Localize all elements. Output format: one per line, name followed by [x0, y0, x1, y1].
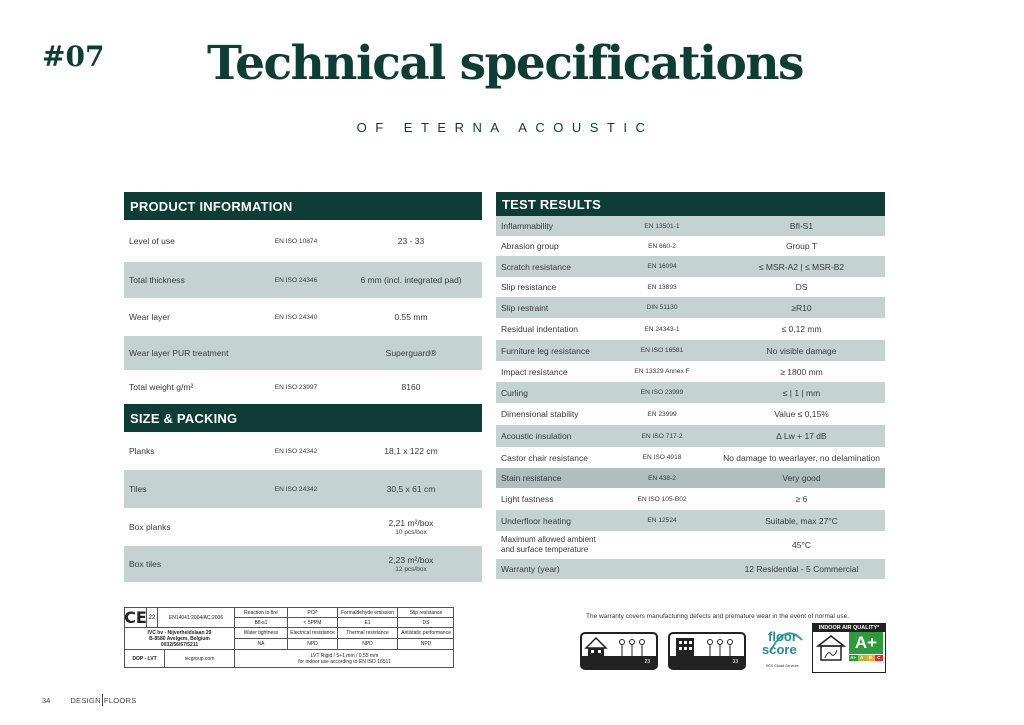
spec-label: Impact resistance [501, 366, 568, 377]
spec-value: ≤ MSR-A2 | ≤ MSR-B2 [758, 261, 845, 272]
spec-label: Furniture leg resistance [501, 345, 590, 356]
spec-label: Maximum allowed ambient and surface temperature [501, 535, 596, 554]
table-row [496, 425, 885, 447]
cert-value: Bfl-s1 [235, 618, 288, 628]
cert-value: < 5PPM [288, 618, 338, 628]
spec-label: Level of use [129, 236, 175, 246]
brand-left: DESIGN [70, 695, 101, 705]
table-row [496, 559, 885, 579]
page-footer [42, 694, 137, 706]
cert-value: DS [398, 618, 454, 628]
spec-value-sub: 10 pcs/box [395, 529, 427, 536]
spec-value: Group T [785, 241, 818, 251]
spec-label: Total weight g/m² [129, 382, 194, 392]
building-people-icon [670, 634, 744, 658]
spec-standard: EN 16094 [647, 263, 677, 270]
spec-label: Underfloor heating [501, 515, 571, 526]
cert-value: NPD [338, 639, 398, 650]
table-row [496, 382, 885, 403]
table-row [496, 297, 885, 318]
spec-value: 0.55 mm [394, 312, 428, 322]
spec-standard: EN ISO 23999 [640, 389, 684, 396]
page-number: 34 [42, 695, 51, 705]
spec-label: Inflammability [501, 221, 553, 231]
table-row [124, 508, 482, 546]
cert-product: LVT Rigid / 5+1 mm / 0.55 mm for indoor use according to EN ISO 16511 [298, 653, 391, 665]
spec-label: Wear layer PUR treatment [129, 348, 229, 358]
table-row [496, 447, 885, 468]
spec-label: Box tiles [129, 559, 162, 569]
spec-value: 30,5 x 61 cm [386, 484, 436, 494]
spec-value: Bfl-S1 [789, 221, 814, 231]
table-row [496, 531, 885, 559]
table-row [496, 216, 885, 236]
spec-label: Abrasion group [501, 241, 559, 251]
spec-label: Light fastness [501, 494, 554, 504]
spec-standard: EN 13329 Annex F [634, 368, 690, 375]
iaq-scale-item: A [858, 655, 867, 661]
cert-standard: EN14041:2004/AC:2006 [158, 608, 235, 628]
left-spec-panel [124, 192, 482, 582]
indoor-air-quality-label [812, 623, 886, 673]
table-row [496, 510, 885, 531]
spec-label: Stain resistance [501, 473, 562, 483]
spec-label: Warranty (year) [501, 564, 560, 574]
spec-label: Planks [129, 446, 155, 456]
iaq-rating: A+ [849, 632, 883, 654]
iaq-scale-item: A+ [850, 655, 857, 660]
spec-value: Value ≤ 0,15% [774, 409, 829, 419]
spec-standard: EN ISO 23997 [274, 383, 318, 391]
cert-header: PCP [288, 608, 338, 618]
table-row [496, 488, 885, 510]
table-row [124, 370, 482, 404]
spec-standard: EN ISO 24346 [274, 276, 318, 284]
table-row [496, 468, 885, 488]
floorscore-top: floor [768, 629, 797, 644]
spec-standard: EN 13501-1 [644, 222, 680, 230]
cert-value: E1 [338, 618, 398, 628]
spec-value: ≥ 6 [795, 494, 808, 504]
spec-value: ≥R10 [791, 302, 812, 313]
spec-standard: EN 23999 [647, 410, 677, 418]
product-information-heading: PRODUCT INFORMATION [124, 192, 482, 220]
ce-certification-label [124, 607, 454, 668]
spec-label: Scratch resistance [501, 261, 571, 272]
test-results-panel [496, 192, 885, 579]
spec-value: 45°C [792, 540, 811, 550]
cert-year: 22 [147, 608, 158, 628]
spec-value [340, 555, 482, 573]
spec-value: 23 - 33 [397, 236, 425, 246]
spec-standard: EN 13893 [647, 283, 677, 291]
spec-standard: EN ISO 105-B02 [637, 495, 687, 503]
spec-value: ∆ Lw + 17 dB [776, 431, 827, 441]
spec-value: Very good [782, 473, 821, 483]
cert-header: Electrical resistance [288, 628, 338, 639]
table-row [124, 470, 482, 508]
spec-label: Residual indentation [501, 324, 579, 334]
spec-label: Slip resistance [501, 282, 557, 292]
table-row [496, 256, 885, 277]
iaq-title: INDOOR AIR QUALITY* [813, 624, 885, 632]
iaq-scale [849, 655, 883, 661]
cert-website: ivcgroup.com [165, 650, 235, 668]
spec-standard: EN 24343-1 [644, 325, 680, 333]
residential-use-class-icon [580, 632, 658, 670]
spec-standard: EN ISO 16581 [640, 347, 684, 354]
cert-value: NA [235, 639, 288, 650]
table-row [496, 236, 885, 256]
spec-value [340, 518, 482, 536]
spec-label: Tiles [129, 484, 147, 494]
cert-address: IVC bv - Nijverheidslaan 29 B-8580 Avelgem, Belgium 0032/56/67/5211 [125, 628, 235, 650]
test-results-heading: TEST RESULTS [496, 192, 885, 216]
table-row [124, 336, 482, 370]
table-row [496, 277, 885, 297]
spec-standard: EN 438-2 [648, 474, 676, 482]
table-row [124, 546, 482, 582]
spec-label: Wear layer [129, 312, 170, 322]
residential-class-value: 23 [582, 656, 656, 668]
commercial-class-value: 33 [670, 656, 744, 668]
spec-value: ≤ 0,12 mm [781, 324, 822, 334]
brand-right: FLOORS [103, 695, 137, 705]
cert-header: Water tightness [235, 628, 288, 639]
cert-header: Reaction to fire [235, 608, 288, 618]
spec-standard: EN ISO 4918 [642, 454, 682, 461]
cert-value: NPD [288, 639, 338, 650]
spec-standard: EN ISO 24342 [274, 447, 318, 455]
spec-value: 8160 [401, 382, 421, 392]
spec-value-main: 2,23 m²/box [388, 555, 434, 565]
table-row [124, 262, 482, 298]
spec-standard: EN ISO 717-2 [641, 432, 683, 440]
spec-value: 18,1 x 122 cm [384, 446, 438, 456]
spec-value: No damage to wearlayer, no delamination [723, 452, 880, 463]
cert-value: NPD [398, 639, 454, 650]
spec-value-main: 2,21 m²/box [388, 518, 434, 528]
spec-standard: EN 660-2 [648, 242, 676, 250]
spec-standard: DIN 51130 [646, 304, 678, 311]
cert-header: Thermal resistance [338, 628, 398, 639]
page-subtitle: OF ETERNA ACOUSTIC [356, 120, 654, 135]
iaq-scale-item: C [875, 655, 884, 661]
table-row [124, 432, 482, 470]
floorscore-cert: SCS Global Services [766, 664, 799, 668]
spec-standard: EN ISO 24342 [274, 485, 318, 493]
cert-header: Formaldehyde emission [338, 608, 398, 618]
spec-value: ≥ 1800 mm [780, 366, 823, 377]
spec-standard: EN 12524 [647, 517, 677, 524]
floorscore-logo [762, 626, 808, 672]
warranty-note: The warranty covers manufacturing defects and premature wear in the event of normal use. [586, 613, 850, 620]
size-packing-heading: SIZE & PACKING [124, 404, 482, 432]
cert-header: Slip resistance [398, 608, 454, 618]
brand-divider [102, 694, 103, 706]
spec-label: Total thickness [129, 275, 185, 285]
iaq-scale-item: B [866, 655, 875, 661]
spec-label: Castor chair resistance [501, 452, 588, 463]
spec-value: Superguard® [385, 348, 437, 358]
section-number: #07 [42, 40, 105, 73]
ce-mark-icon: CE [124, 607, 147, 627]
spec-label: Dimensional stability [501, 409, 579, 419]
spec-value: 12 Residential - 5 Commercial [744, 564, 859, 574]
house-people-icon [582, 634, 656, 658]
spec-label: Box planks [129, 522, 171, 532]
cert-header: Antistatic performance [398, 628, 454, 639]
spec-value-sub: 12 pcs/box [395, 566, 427, 573]
table-row [124, 220, 482, 262]
spec-value: Suitable, max 27°C [765, 515, 838, 526]
spec-label: Acoustic insulation [501, 431, 572, 441]
commercial-use-class-icon [668, 632, 746, 670]
table-row [124, 298, 482, 336]
spec-standard: EN ISO 10874 [274, 237, 318, 245]
page-title: Technical specifications [207, 36, 803, 91]
table-row [496, 361, 885, 382]
table-row [496, 318, 885, 340]
table-row [496, 403, 885, 425]
house-air-icon [816, 634, 846, 662]
spec-value: 6 mm (incl. integrated pad) [360, 275, 462, 285]
spec-label: Curling [501, 387, 528, 398]
table-row [496, 340, 885, 361]
spec-label: Slip restraint [501, 302, 549, 313]
spec-standard: EN ISO 24340 [274, 313, 318, 321]
spec-value: DS [795, 282, 808, 292]
floorscore-bottom: score [762, 642, 797, 657]
cert-dop: DOP - LVT [125, 650, 165, 668]
spec-value: ≤ | 1 | mm [782, 387, 821, 398]
spec-value: No visible damage [766, 345, 837, 356]
